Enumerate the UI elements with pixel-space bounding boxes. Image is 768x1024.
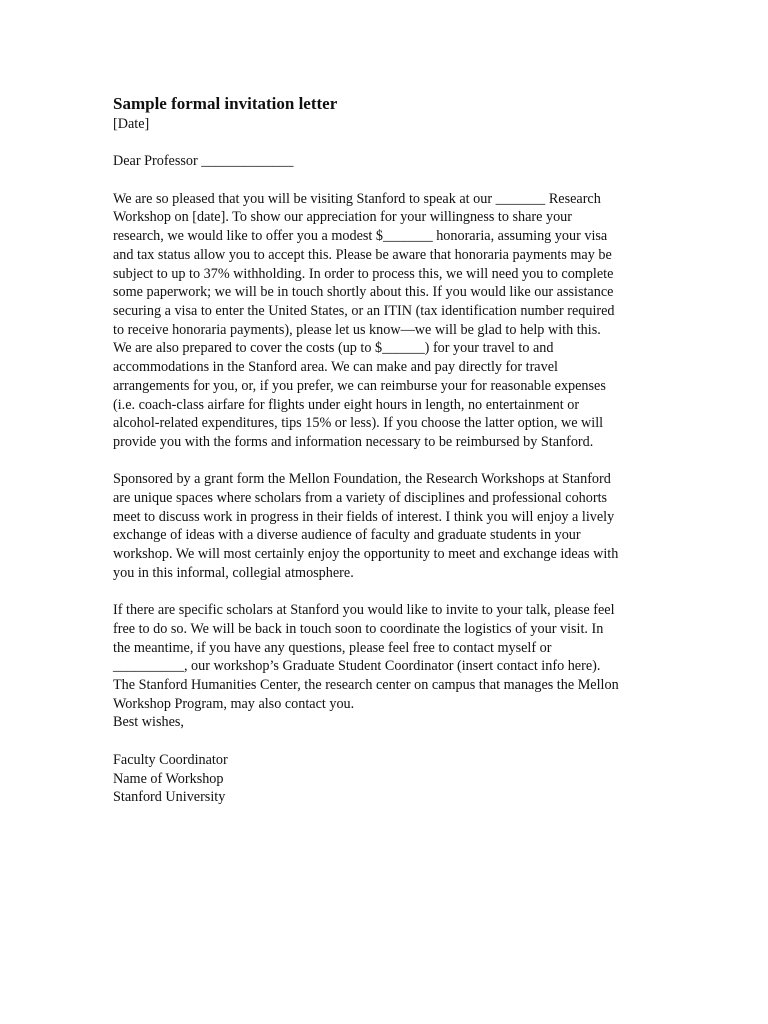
- paragraph-line: to receive honoraria payments), please let us know—we will be glad to help with this.: [113, 321, 601, 338]
- closing: Best wishes,: [113, 714, 184, 731]
- paragraph-line: arrangements for you, or, if you prefer, we can reimburse your for reasonable expenses: [113, 377, 606, 394]
- paragraph-line: free to do so. We will be back in touch soon to coordinate the logistics of your visit. In: [113, 620, 604, 637]
- paragraph-line: subject to up to 37% withholding. In order to process this, we will need you to complete: [113, 265, 614, 282]
- paragraph-line: (i.e. coach-class airfare for flights under eight hours in length, no entertainment or: [113, 396, 580, 413]
- paragraph-2: [113, 470, 658, 582]
- paragraph-line: exchange of ideas with a diverse audience of faculty and graduate students in your: [113, 527, 581, 544]
- paragraph-line: Workshop on [date]. To show our appreciation for your willingness to share your: [113, 209, 572, 226]
- paragraph-line: some paperwork; we will be in touch shortly about this. If you would like our assistance: [113, 284, 614, 301]
- paragraph-line: __________, our workshop’s Graduate Student Coordinator (insert contact info here).: [113, 658, 601, 675]
- paragraph-line: workshop. We will most certainly enjoy the opportunity to meet and exchange ideas with: [113, 546, 619, 563]
- paragraph-line: alcohol-related expenditures, tips 15% or less). If you choose the latter option, we will: [113, 415, 604, 432]
- paragraph-line: The Stanford Humanities Center, the research center on campus that manages the Mellon: [113, 677, 619, 694]
- paragraph-line: meet to discuss work in progress in their fields of interest. I think you will enjoy a lively: [113, 508, 615, 525]
- letter-body: [113, 93, 658, 807]
- signature-line: Name of Workshop: [113, 770, 224, 787]
- paragraph-1: [113, 190, 658, 452]
- paragraph-line: securing a visa to enter the United States, or an ITIN (tax identification number required: [113, 303, 615, 319]
- letter-title: Sample formal invitation letter: [113, 94, 338, 113]
- salutation: Dear Professor _____________: [113, 153, 294, 170]
- paragraph-line: Sponsored by a grant form the Mellon Foundation, the Research Workshops at Stanford: [113, 471, 611, 488]
- paragraph-line: you in this informal, collegial atmosphere.: [113, 564, 354, 581]
- paragraph-3: [113, 601, 658, 713]
- paragraph-line: the meantime, if you have any questions, please feel free to contact myself or: [113, 639, 552, 656]
- paragraph-line: research, we would like to offer you a modest $_______ honoraria, assuming your visa: [113, 228, 608, 245]
- paragraph-line: are unique spaces where scholars from a variety of disciplines and professional cohorts: [113, 490, 608, 507]
- paragraph-line: We are also prepared to cover the costs (up to $______) for your travel to and: [113, 340, 554, 357]
- signature-block: [113, 751, 658, 807]
- paragraph-line: Workshop Program, may also contact you.: [113, 695, 355, 712]
- signature-line: Faculty Coordinator: [113, 751, 228, 768]
- paragraph-line: and tax status allow you to accept this. Please be aware that honoraria payments may be: [113, 246, 612, 263]
- paragraph-line: We are so pleased that you will be visiting Stanford to speak at our _______ Research: [113, 190, 601, 207]
- letter-date: [Date]: [113, 116, 150, 132]
- paragraph-line: accommodations in the Stanford area. We can make and pay directly for travel: [113, 359, 558, 376]
- paragraph-line: provide you with the forms and information necessary to be reimbursed by Stanford.: [113, 433, 594, 450]
- signature-line: Stanford University: [113, 789, 226, 806]
- paragraph-line: If there are specific scholars at Stanford you would like to invite to your talk, please feel: [113, 602, 615, 619]
